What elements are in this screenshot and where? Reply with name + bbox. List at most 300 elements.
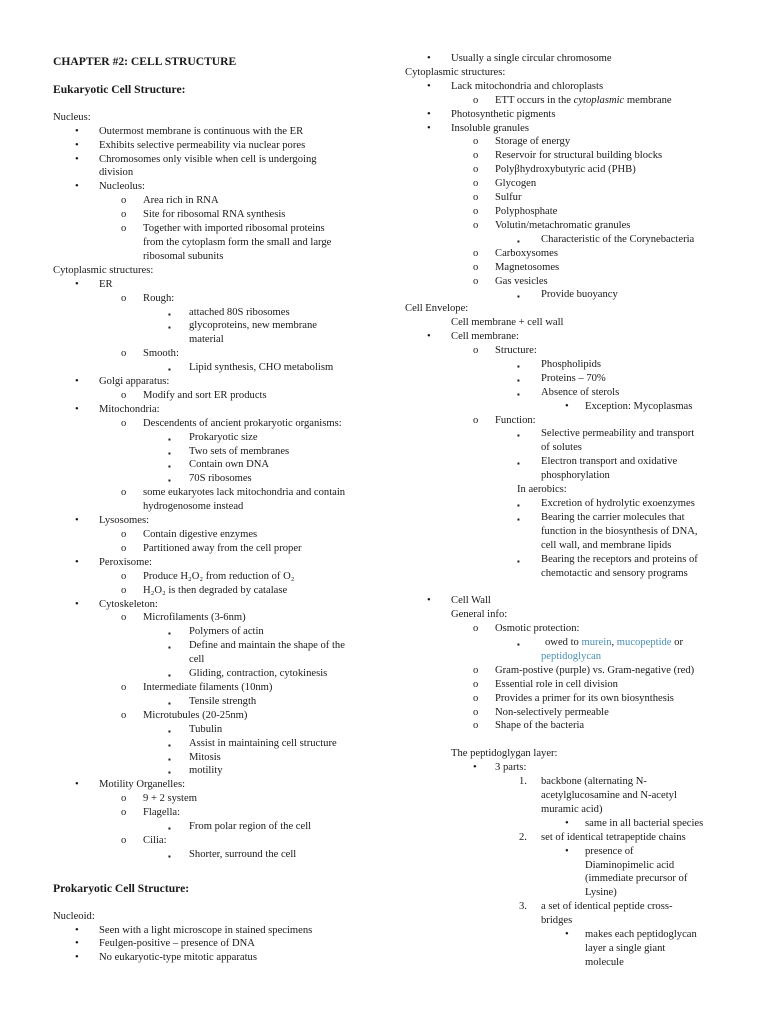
outline-text: Diaminopimelic acid [585, 859, 675, 871]
outline-text: Outermost membrane is continuous with the ER [99, 125, 304, 137]
outline-item [405, 845, 745, 859]
outline-text: Cell Envelope: [405, 303, 469, 315]
outline-item [405, 594, 745, 608]
bullet-icon: o [121, 348, 127, 360]
outline-text: Smooth: [143, 348, 179, 360]
prokaryotic-outline [405, 52, 745, 970]
right-column [405, 52, 745, 970]
outline-text: presence of [585, 845, 634, 857]
outline-text: Reservoir for structural building blocks [495, 150, 663, 162]
outline-text: set of identical tetrapeptide chains [541, 831, 686, 843]
outline-item [405, 622, 745, 636]
outline-text: Lipid synthesis, CHO metabolism [189, 362, 334, 374]
bullet-icon: • [427, 108, 431, 120]
outline-text: Phospholipids [541, 358, 602, 370]
eukaryotic-outline [53, 111, 388, 862]
outline-text: glycoproteins, new membrane [189, 320, 317, 332]
outline-text: peptidoglycan [541, 650, 602, 662]
bullet-icon: ▪ [168, 671, 171, 681]
outline-text: Exhibits selective permeability via nuclear pores [99, 139, 306, 151]
outline-text: Partitioned away from the cell proper [143, 542, 302, 554]
outline-item [53, 625, 388, 639]
outline-item [405, 831, 745, 845]
bullet-icon: • [75, 556, 79, 568]
outline-text: Contain digestive enzymes [143, 529, 258, 540]
bullet-icon: ▪ [168, 643, 171, 653]
outline-item [405, 942, 745, 956]
outline-item [405, 914, 745, 928]
bullet-icon: • [75, 403, 79, 415]
outline-text: ER [99, 278, 113, 290]
outline-text: Excretion of hydrolytic exoenzymes [541, 498, 695, 509]
outline-text: Gram-postive (purple) vs. Gram-negative (red) [495, 664, 695, 676]
outline-text: hydrogenosome instead [143, 501, 244, 513]
outline-item [405, 928, 745, 942]
outline-text: Feulgen-positive – presence of DNA [99, 938, 255, 950]
bullet-icon: • [565, 400, 569, 412]
bullet-icon: o [473, 678, 479, 690]
outline-item [405, 636, 745, 650]
bullet-icon: ▪ [168, 629, 171, 639]
bullet-icon: • [75, 181, 79, 193]
outline-item [53, 937, 388, 951]
bullet-icon: • [75, 515, 79, 527]
outline-text: Mitochondria: [99, 403, 160, 415]
outline-text: Cell membrane + cell wall [451, 317, 564, 329]
bullet-icon: • [75, 779, 79, 791]
bullet-icon: o [121, 584, 127, 596]
outline-text: Carboxysomes [495, 247, 558, 259]
bullet-icon: ▪ [517, 501, 520, 510]
outline-item [405, 455, 745, 469]
outline-text: Photosynthetic pigments [451, 108, 556, 120]
outline-item [405, 706, 745, 720]
outline-text: Tubulin [189, 723, 223, 735]
text-span: or [671, 637, 683, 649]
outline-text: material [189, 334, 224, 346]
bullet-icon: ▪ [168, 768, 171, 778]
bullet-icon: ▪ [168, 448, 171, 458]
bullet-icon: • [75, 125, 79, 137]
outline-text: Assist in maintaining cell structure [189, 737, 337, 749]
outline-text: acetylglucosamine and N-acetyl [541, 790, 677, 801]
bullet-icon: o [473, 706, 479, 718]
outline-item [53, 417, 388, 431]
outline-item [53, 570, 388, 584]
mucopeptide-term: mucopeptide [616, 637, 672, 649]
bullet-icon: ▪ [517, 389, 520, 399]
bullet-icon: o [121, 709, 127, 721]
bullet-icon: o [473, 219, 479, 231]
bullet-icon: o [121, 487, 127, 499]
bullet-icon: ▪ [168, 726, 171, 736]
outline-item [405, 400, 745, 414]
bullet-icon: o [121, 807, 127, 819]
outline-text: Prokaryotic size [189, 431, 258, 443]
bullet-icon: ▪ [168, 462, 171, 472]
bullet-icon: o [473, 623, 479, 635]
outline-item [405, 372, 745, 386]
bullet-icon: • [75, 278, 79, 290]
outline-text: Insoluble granules [451, 122, 529, 134]
outline-item [53, 361, 388, 375]
outline-text: (immediate precursor of [585, 873, 688, 885]
bullet-icon: ▪ [168, 851, 171, 861]
bullet-icon: o [473, 720, 479, 732]
bullet-icon: • [427, 80, 431, 92]
outline-text: Osmotic protection: [495, 623, 580, 635]
outline-item [405, 205, 745, 219]
bullet-icon: o [473, 664, 479, 676]
bullet-icon: ▪ [517, 431, 520, 441]
outline-item [405, 567, 745, 581]
bullet-icon: o [473, 205, 479, 217]
bullet-icon: • [565, 929, 569, 941]
outline-text: Define and maintain the shape of the [189, 640, 345, 652]
bullet-icon: o [473, 136, 479, 148]
outline-text: Gas vesicles [495, 275, 548, 287]
outline-text: attached 80S ribosomes [189, 306, 290, 318]
bullet-icon: ▪ [168, 824, 171, 834]
outline-text: Bearing the receptors and proteins of [541, 553, 698, 565]
outline-item [53, 924, 388, 938]
outline-text: Magnetosomes [495, 261, 560, 273]
outline-item [53, 278, 388, 292]
outline-item [405, 261, 745, 275]
outline-text: ribosomal subunits [143, 250, 224, 262]
outline-text: bridges [541, 915, 573, 927]
bullet-icon: ▪ [517, 459, 520, 469]
outline-item [405, 664, 745, 678]
outline-item [53, 806, 388, 820]
outline-item [405, 761, 745, 775]
outline-text: Cytoplasmic structures: [405, 66, 506, 78]
outline-item [405, 539, 745, 553]
bullet-icon: o [473, 261, 479, 273]
bullet-icon: • [473, 762, 477, 774]
bullet-icon: o [121, 292, 127, 304]
outline-text: Nucleus: [53, 111, 91, 123]
outline-text: Intermediate filaments (10nm) [143, 681, 273, 693]
bullet-icon: ▪ [517, 556, 520, 566]
bullet-icon: o [121, 529, 127, 540]
bullet-icon: • [75, 924, 79, 936]
outline-item [405, 803, 745, 817]
bullet-icon: o [121, 389, 127, 401]
number-marker: 2. [519, 831, 527, 843]
outline-text: Descendents of ancient prokaryotic organisms: [143, 417, 342, 429]
outline-text: In aerobics: [517, 484, 567, 496]
number-marker: 1. [519, 776, 527, 788]
outline-item [405, 302, 745, 316]
outline-item [53, 306, 388, 320]
outline-item [53, 639, 388, 653]
outline-text: Produce H₂O₂ from reduction of O₂ [143, 570, 295, 582]
outline-item [405, 177, 745, 191]
outline-item [405, 288, 745, 302]
outline-text: some eukaryotes lack mitochondria and contain [143, 487, 346, 499]
bullet-icon: o [473, 150, 479, 162]
outline-item [405, 427, 745, 441]
outline-text: chemotactic and sensory programs [541, 567, 688, 579]
outline-item [405, 553, 745, 567]
text-span: ETT occurs in the [495, 94, 574, 106]
outline-item [405, 219, 745, 233]
outline-item [53, 848, 388, 862]
outline-item [53, 500, 388, 514]
bullet-icon: o [121, 681, 127, 693]
outline-text: Microfilaments (3-6nm) [143, 612, 246, 624]
bullet-icon: ▪ [517, 236, 520, 246]
outline-text: Exception: Mycoplasmas [585, 400, 693, 412]
outline-text: Rough: [143, 292, 175, 304]
outline-item [53, 111, 388, 125]
outline-item [405, 817, 745, 831]
outline-text: 70S ribosomes [189, 473, 252, 485]
outline-text: muramic acid) [541, 803, 603, 815]
bullet-icon: ▪ [168, 754, 171, 764]
outline-item [53, 486, 388, 500]
left-column [53, 52, 388, 965]
outline-item [405, 94, 745, 108]
outline-item [53, 910, 388, 924]
bullet-icon: • [427, 595, 431, 607]
outline-text: 3 parts: [495, 762, 527, 774]
bullet-icon: • [565, 817, 569, 829]
outline-text: Characteristic of the Corynebacteria [541, 233, 695, 245]
outline-text: Mitosis [189, 751, 221, 763]
outline-item [53, 208, 388, 222]
outline-item [53, 667, 388, 681]
prokaryotic-heading: Prokaryotic Cell Structure: [53, 881, 190, 895]
outline-text: Golgi apparatus: [99, 376, 170, 388]
outline-text: Electron transport and oxidative [541, 456, 678, 468]
outline-item [53, 458, 388, 472]
bullet-icon: o [121, 417, 127, 429]
bullet-icon: ▪ [168, 323, 171, 333]
bullet-icon: o [473, 192, 479, 204]
outline-text: Proteins – 70% [541, 372, 606, 384]
outline-item [53, 292, 388, 306]
outline-item [53, 180, 388, 194]
outline-text: Area rich in RNA [143, 195, 219, 207]
outline-item [53, 709, 388, 723]
outline-item [405, 650, 745, 664]
outline-text: Function: [495, 414, 536, 426]
outline-item [53, 778, 388, 792]
bullet-icon: o [121, 195, 127, 207]
outline-item [53, 820, 388, 834]
outline-text: a set of identical peptide cross- [541, 901, 673, 913]
outline-item [405, 316, 745, 330]
outline-item [405, 886, 745, 900]
bullet-icon: o [121, 542, 127, 554]
outline-text: makes each peptidoglycan [585, 929, 697, 941]
outline-text [545, 636, 745, 650]
outline-text: Bearing the carrier molecules that [541, 511, 685, 523]
outline-text: division [99, 167, 134, 179]
outline-text: Sulfur [495, 192, 522, 204]
outline-text: Storage of energy [495, 136, 571, 148]
outline-text: Tensile strength [189, 695, 257, 707]
outline-item [405, 233, 745, 247]
outline-item [53, 723, 388, 737]
outline-text: Gliding, contraction, cytokinesis [189, 668, 328, 680]
outline-item [53, 125, 388, 139]
bullet-icon: o [473, 94, 479, 106]
outline-text: Glycogen [495, 178, 537, 190]
bullet-icon: ▪ [168, 309, 171, 319]
outline-item [405, 122, 745, 136]
outline-item [53, 834, 388, 848]
outline-item [405, 608, 745, 622]
outline-item [405, 163, 745, 177]
outline-text: Structure: [495, 345, 537, 357]
outline-item [405, 511, 745, 525]
outline-text: Selective permeability and transport [541, 428, 695, 440]
outline-item [405, 747, 745, 761]
outline-item [53, 250, 388, 264]
outline-item [405, 386, 745, 400]
outline-item [53, 792, 388, 806]
outline-text: Lack mitochondria and chloroplasts [451, 80, 604, 92]
outline-item [53, 194, 388, 208]
outline-text: Lysosomes: [99, 515, 150, 527]
outline-text: layer a single giant [585, 942, 666, 954]
outline-text: 9 + 2 system [143, 793, 197, 805]
outline-item [405, 80, 745, 94]
text-span: cytoplasmic [573, 94, 625, 106]
outline-text: Non-selectively permeable [495, 706, 609, 718]
outline-text: Cytoplasmic structures: [53, 264, 154, 276]
outline-item [53, 222, 388, 236]
bullet-icon: o [473, 178, 479, 190]
bullet-icon: o [473, 414, 479, 426]
bullet-icon: • [427, 331, 431, 343]
bullet-icon: • [565, 845, 569, 857]
bullet-icon: o [121, 612, 127, 624]
bullet-icon: • [427, 53, 431, 64]
outline-text: Polymers of actin [189, 626, 264, 638]
bullet-icon: o [473, 275, 479, 287]
outline-text: Nucleoid: [53, 910, 95, 922]
nucleoid-outline [53, 910, 388, 966]
number-marker: 3. [519, 901, 527, 913]
outline-text: Two sets of membranes [189, 445, 290, 457]
bullet-icon: ▪ [168, 365, 171, 375]
outline-text: same in all bacterial species [585, 817, 704, 829]
outline-item [53, 542, 388, 556]
outline-text: Cilia: [143, 834, 167, 846]
outline-text: H₂O₂ is then degraded by catalase [143, 584, 288, 596]
outline-text: cell wall, and membrane lipids [541, 539, 672, 551]
outline-item [53, 389, 388, 403]
outline-text: Microtubules (20-25nm) [143, 709, 248, 721]
outline-item [53, 319, 388, 333]
bullet-icon: • [75, 139, 79, 151]
bullet-icon: • [75, 952, 79, 964]
bullet-icon: ▪ [517, 361, 520, 371]
outline-item [53, 264, 388, 278]
outline-item [405, 859, 745, 873]
bullet-icon: • [75, 153, 79, 165]
outline-item [405, 956, 745, 970]
outline-item [53, 653, 388, 667]
outline-text: Cell membrane: [451, 331, 519, 343]
outline-text: Shorter, surround the cell [189, 848, 297, 860]
outline-text [495, 94, 745, 108]
outline-text: from the cytoplasm form the small and large [143, 236, 332, 248]
bullet-icon: • [75, 598, 79, 610]
bullet-icon: ▪ [517, 375, 520, 385]
outline-item [405, 135, 745, 149]
outline-item [405, 414, 745, 428]
bullet-icon: o [121, 793, 127, 805]
outline-text: Usually a single circular chromosome [451, 53, 612, 64]
outline-item [405, 441, 745, 455]
outline-item [53, 528, 388, 542]
outline-item [405, 469, 745, 483]
outline-item [53, 556, 388, 570]
bullet-icon: o [121, 209, 127, 221]
outline-text: molecule [585, 956, 624, 968]
outline-item [53, 584, 388, 598]
outline-text: cell [189, 654, 205, 666]
outline-item [405, 872, 745, 886]
bullet-icon: o [121, 834, 127, 846]
outline-item [53, 737, 388, 751]
outline-item [405, 66, 745, 80]
outline-text: Nucleolus: [99, 181, 145, 193]
outline-text: Chromosomes only visible when cell is undergoing [99, 153, 317, 165]
blank-line [405, 580, 745, 594]
bullet-icon: ▪ [168, 740, 171, 750]
outline-text: Polyβhydroxybutyric acid (PHB) [495, 164, 636, 176]
outline-item [53, 403, 388, 417]
bullet-icon: ▪ [517, 292, 520, 302]
bullet-icon: • [75, 938, 79, 950]
outline-text: From polar region of the cell [189, 821, 312, 833]
text-span: , [611, 637, 617, 649]
outline-item [405, 330, 745, 344]
chapter-title: CHAPTER #2: CELL STRUCTURE [53, 55, 237, 68]
outline-item [405, 775, 745, 789]
outline-item [53, 695, 388, 709]
outline-text: Contain own DNA [189, 459, 270, 471]
bullet-icon: • [427, 122, 431, 134]
outline-item [405, 108, 745, 122]
outline-text: The peptidoglygan layer: [451, 748, 558, 760]
outline-text: motility [189, 765, 223, 777]
outline-item [53, 333, 388, 347]
outline-item [53, 751, 388, 765]
bullet-icon: o [121, 570, 127, 582]
outline-item [53, 166, 388, 180]
text-span: membrane [624, 94, 672, 106]
outline-text: Modify and sort ER products [143, 389, 267, 401]
outline-text: Absence of sterols [541, 386, 620, 398]
eukaryotic-heading: Eukaryotic Cell Structure: [53, 82, 186, 96]
text-span: owed to [545, 637, 582, 649]
outline-text: Essential role in cell division [495, 678, 618, 690]
outline-text: Cell Wall [451, 595, 491, 607]
bullet-icon: o [473, 247, 479, 259]
outline-item [53, 611, 388, 625]
outline-item [53, 598, 388, 612]
bullet-icon: o [473, 164, 479, 176]
outline-item [53, 153, 388, 167]
outline-text: Polyphosphate [495, 205, 558, 217]
